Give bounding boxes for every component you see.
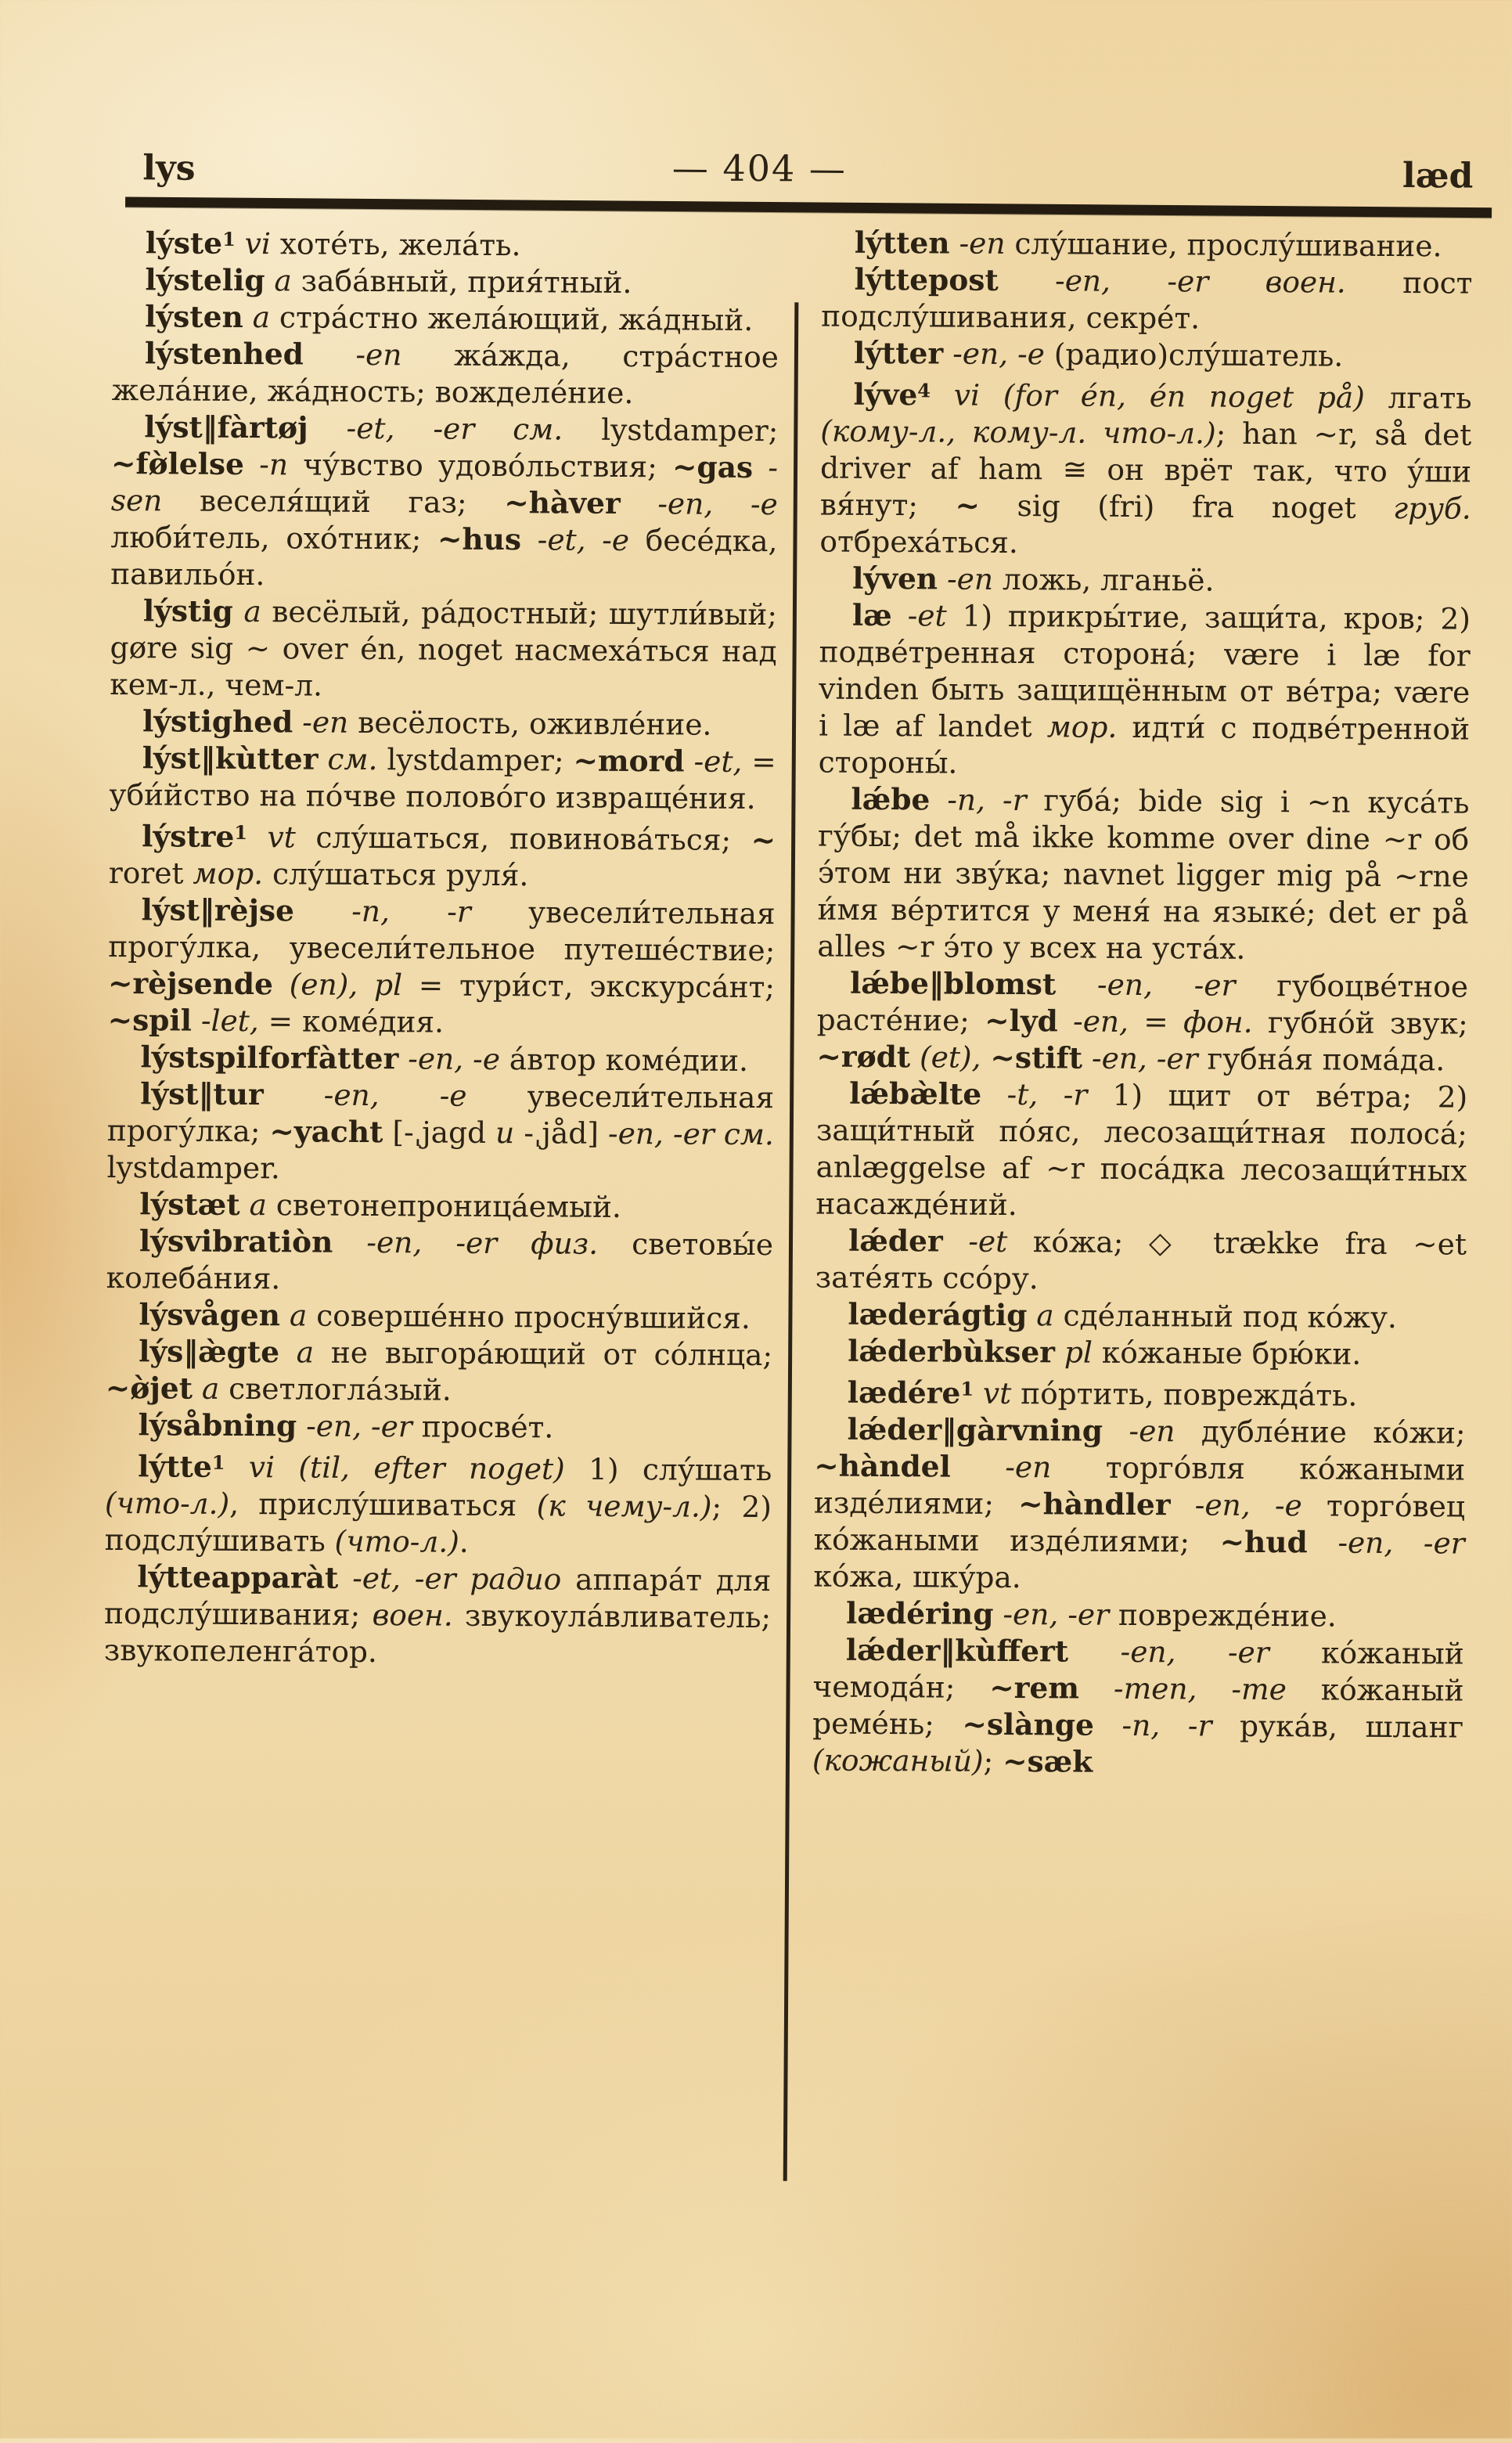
- entry-text-run: pl: [1054, 1335, 1093, 1370]
- entry-text-run: vi (for én, én noget på): [930, 377, 1365, 415]
- headword-text: lýstig: [142, 593, 233, 629]
- guide-word-left: lys: [142, 148, 196, 189]
- entry-text-run: [981, 1040, 990, 1075]
- entry-text-run: а́втор коме́дии.: [499, 1042, 749, 1078]
- entry-text-run: a: [265, 263, 292, 298]
- entry-text-run: -en, -er: [1307, 1525, 1465, 1561]
- headword-text: ~rèjsende: [107, 965, 274, 1002]
- column-divider-rule: [783, 302, 799, 2181]
- headword-text: ~slànge: [962, 1706, 1095, 1742]
- entry-text-run: -en: [949, 225, 1006, 261]
- headword-text: lýstre: [142, 819, 235, 854]
- entry-text-run: ; han ~r, så det driver af ham ≅ он врёт так, что у́ши вя́нут;: [819, 416, 1472, 523]
- entry-text-run: = тури́ст, экскурса́нт;: [401, 967, 776, 1005]
- entry-text-run: -n, -r: [293, 893, 471, 929]
- entry-text-run: торго́вец ко́жаными изде́лиями;: [813, 1488, 1466, 1559]
- dictionary-entry: [815, 1332, 1466, 1373]
- entry-text-run: = уби́йство на по́чве полово́го извраще́ния.: [109, 744, 776, 816]
- left-column: [104, 220, 779, 1673]
- entry-text-run: a: [1027, 1298, 1054, 1333]
- dictionary-entry: [815, 1295, 1466, 1336]
- entry-text-run: -en, -er: [993, 1596, 1110, 1632]
- dictionary-entry: [106, 1076, 774, 1190]
- headword-text: ~hus: [437, 521, 522, 557]
- entry-text-run: (кому-л., кому-л. что-л.): [820, 413, 1216, 451]
- headword-text: lýtten: [854, 225, 950, 261]
- dictionary-entry: [110, 593, 777, 707]
- headword-text: lǽder‖gàrvning: [847, 1411, 1103, 1448]
- entry-text-run: -et: [942, 1223, 1008, 1259]
- headword-text: lýven: [852, 560, 938, 596]
- entry-text-run: a: [243, 299, 271, 335]
- dictionary-entry: [108, 892, 776, 1043]
- entry-text-run: -en, -er воен.: [998, 262, 1346, 300]
- entry-text-run: светлогла́зый.: [219, 1371, 452, 1407]
- entry-text-run: ко́жаные брю́ки.: [1092, 1335, 1362, 1371]
- dictionary-entry: [112, 261, 779, 302]
- right-column: [812, 225, 1473, 1783]
- dictionary-entry: [104, 1558, 772, 1673]
- entry-text-run: рука́в, шланг: [1211, 1708, 1464, 1745]
- dictionary-entry: [106, 1333, 773, 1411]
- headword-text: læderágtig: [848, 1296, 1028, 1333]
- entry-text-run: увесели́тельная прогу́лка;: [106, 1078, 775, 1149]
- entry-text-run: 1: [234, 820, 248, 845]
- entry-text-run: vt: [247, 820, 296, 855]
- entry-text-run: ложь, лганьё.: [992, 561, 1215, 598]
- dictionary-entry: [813, 1411, 1465, 1598]
- entry-text-run: торго́вля ко́жаными изде́лиями;: [813, 1450, 1466, 1522]
- entry-text-run: 1: [960, 1377, 974, 1400]
- headword-text: lýst‖tur: [140, 1076, 264, 1112]
- running-head: [3, 0, 1512, 208]
- entry-text-run: люби́тель, охо́тник;: [110, 519, 438, 557]
- entry-text-run: -et, -er см.: [308, 410, 563, 447]
- entry-text-run: 1: [222, 227, 236, 250]
- entry-text-run: 4: [917, 379, 931, 402]
- entry-text-run: чу́вство удово́льствия;: [287, 447, 673, 485]
- headword-text: lýs‖æ̀gte: [139, 1334, 280, 1370]
- entry-text-run: сде́ланный под ко́жу.: [1053, 1298, 1398, 1335]
- entry-text-run: -en: [303, 337, 402, 373]
- entry-text-run: мор.: [1046, 709, 1118, 744]
- entry-text-run: не выгора́ющий от со́лнца;: [313, 1335, 773, 1373]
- entry-text-run: (к чему-л.): [536, 1488, 712, 1524]
- entry-text-run: lystdamper.: [106, 1149, 281, 1186]
- entry-text-run: =: [1128, 1004, 1184, 1040]
- entry-text-run: слу́шание, прослу́шивание.: [1005, 225, 1442, 264]
- entry-text-run: отбреха́ться.: [819, 524, 1018, 560]
- entry-text-run: ко́жаный реме́нь;: [812, 1672, 1464, 1742]
- entry-text-run: -n: [243, 446, 289, 482]
- headword-text: lǽbæ̀lte: [849, 1076, 982, 1112]
- entry-text-run: идти́ с подве́тренной стороны́.: [818, 709, 1471, 780]
- entry-text-run: 1) щит от ве́тра; 2) защи́тный по́яс, лесозащи́тная полоса́; anlæggelse af ~r поса́дка лесозащи́тных насажде́ний.: [815, 1077, 1468, 1223]
- entry-text-run: vi: [235, 225, 272, 261]
- entry-text-run: светонепроница́емый.: [266, 1187, 621, 1224]
- headword-text: lýste: [145, 225, 223, 261]
- entry-text-run: жа́жда, стра́стное жела́ние, жа́дность; вожделе́ние.: [111, 337, 779, 411]
- entry-text-run: пост подслу́шивания, секре́т.: [821, 265, 1473, 336]
- entry-text-run: (что-л.): [104, 1485, 230, 1521]
- dictionary-entry: [106, 1223, 774, 1300]
- entry-text-run: vi (til, efter noget): [225, 1449, 565, 1486]
- entry-text-run: губно́й звук;: [1252, 1004, 1468, 1041]
- entry-text-run: груб.: [1393, 490, 1471, 526]
- headword-text: lýstenhed: [144, 336, 304, 372]
- entry-text-run: звукоула́вливатель; звукопеленга́тор.: [103, 1598, 772, 1670]
- entry-text-run: (en), pl: [272, 967, 403, 1003]
- entry-text-run: мор.: [193, 856, 264, 892]
- headword-text: ~yacht: [269, 1114, 383, 1150]
- headword-text: lǽder‖kùffert: [845, 1632, 1069, 1669]
- dictionary-entry: [105, 1407, 772, 1447]
- headword-text: lýst‖kùtter: [142, 740, 319, 776]
- headword-text: lýtteapparàt: [137, 1559, 339, 1595]
- entry-text-run: lystdamper;: [377, 742, 574, 778]
- entry-text-run: воен.: [372, 1598, 453, 1633]
- dictionary-entry: [110, 409, 778, 596]
- entry-text-run: -en, -e: [398, 1041, 501, 1077]
- headword-text: ~hàndel: [814, 1448, 951, 1484]
- entry-text-run: -men, -me: [1078, 1670, 1287, 1707]
- headword-text: lǽderbùkser: [848, 1333, 1056, 1370]
- dictionary-entry: [106, 1296, 772, 1337]
- entry-text-run: 1) слу́шать: [564, 1451, 772, 1488]
- entry-text-run: -t, -r: [981, 1076, 1088, 1112]
- dictionary-entry: [819, 371, 1471, 564]
- headword-text: ~lyd: [985, 1003, 1058, 1039]
- entry-text-run: -ˌjåd]: [514, 1115, 609, 1151]
- entry-text-run: -et: [891, 598, 947, 633]
- entry-text-run: соверше́нно просну́вшийся.: [307, 1298, 751, 1335]
- entry-text-run: (кожаный): [812, 1742, 984, 1778]
- dictionary-entry: [109, 813, 776, 895]
- entry-text-run: -et,: [684, 744, 743, 779]
- entry-text-run: см.: [318, 741, 378, 777]
- headword-text: ~fø̀lelse: [110, 445, 245, 481]
- dictionary-entry: [821, 334, 1472, 375]
- headword-text: ~hud: [1219, 1524, 1308, 1560]
- entry-text-run: 1) прикры́тие, защи́та, кров; 2) подве́тренная сторона́; være i læ for vinden быть защищённым от ве́тра; være i læ af landet: [818, 598, 1471, 744]
- entry-text-run: (радио)слу́шатель.: [1044, 337, 1344, 373]
- dictionary-entry: [822, 225, 1473, 265]
- entry-text-run: -en: [938, 561, 994, 596]
- entry-text-run: a: [192, 1371, 220, 1406]
- entry-text-run: хоте́ть, жела́ть.: [270, 226, 521, 263]
- entry-text-run: -en, -er физ.: [333, 1224, 599, 1261]
- entry-text-run: sig (fri) fra noget: [979, 488, 1394, 525]
- entry-text-run: -et, -e: [520, 522, 630, 558]
- entry-text-run: дубле́ние ко́жи;: [1175, 1414, 1466, 1450]
- dictionary-entry: [815, 1369, 1466, 1414]
- dictionary-entry: [107, 1039, 774, 1079]
- dictionary-entry: [813, 1594, 1464, 1635]
- headword-text: lýstæt: [139, 1187, 240, 1222]
- entry-text-run: весёлость, оживле́ние.: [348, 704, 712, 742]
- entry-text-run: увесели́тельная прогу́лка, увесели́тельное путеше́ствие;: [108, 894, 776, 968]
- guide-word-right: læd: [1402, 156, 1474, 196]
- headword-text: lýstelig: [145, 262, 265, 298]
- headword-text: lýstighed: [142, 704, 293, 740]
- entry-text-run: -en,: [1057, 1004, 1129, 1039]
- entry-text-run: ;: [983, 1743, 1003, 1778]
- headword-text: ~spil: [107, 1002, 193, 1038]
- entry-text-run: стра́стно жела́ющий, жа́дный.: [269, 300, 754, 337]
- headword-text: lýst‖rèjse: [141, 892, 295, 928]
- headword-text: lýsvibratiòn: [139, 1223, 333, 1259]
- entry-text-run: -n, -r: [1093, 1707, 1212, 1743]
- dictionary-entry: [819, 560, 1471, 600]
- dictionary-entry: [113, 220, 779, 265]
- entry-text-run: .: [459, 1524, 469, 1559]
- entry-text-run: по́ртить, поврежда́ть.: [1011, 1376, 1358, 1413]
- entry-text-run: ко́жаный чемода́н;: [812, 1635, 1464, 1705]
- entry-text-run: -en, -er: [1082, 1040, 1198, 1076]
- entry-text-run: -n, -r: [930, 782, 1027, 818]
- entry-text-run: лгать: [1364, 380, 1472, 416]
- headword-text: lædére: [847, 1375, 961, 1411]
- entry-text-run: -en, -e: [263, 1077, 467, 1113]
- headword-text: lýsåbning: [138, 1407, 297, 1443]
- entry-text-run: -en, -e: [1170, 1487, 1302, 1523]
- headword-text: lýsten: [145, 299, 243, 334]
- headword-text: ~hàndler: [1018, 1486, 1171, 1522]
- headword-text: læ: [851, 597, 892, 633]
- headword-text: ~: [955, 488, 981, 523]
- headword-text: ~rødt: [816, 1039, 911, 1075]
- entry-text-run: заба́вный, прия́тный.: [291, 263, 632, 301]
- headword-text: ~ø̀jet: [105, 1370, 193, 1406]
- headword-text: ~sæk: [1003, 1743, 1093, 1779]
- dictionary-entry: [106, 1186, 773, 1227]
- headword-text: ~hàver: [504, 485, 621, 521]
- entry-text-run: поврежде́ние.: [1108, 1597, 1337, 1634]
- headword-text: lǽbe: [851, 781, 931, 817]
- headword-text: lýtte: [138, 1449, 212, 1484]
- headword-text: ~rem: [989, 1670, 1080, 1706]
- dictionary-entry: [821, 261, 1473, 338]
- entry-text-run: -en, -er: [1056, 967, 1236, 1003]
- headword-text: lýst‖fàrtøj: [144, 409, 308, 445]
- entry-text-run: просве́т.: [412, 1409, 554, 1445]
- entry-text-run: слу́шаться руля́.: [262, 856, 529, 893]
- dictionary-entry: [812, 1631, 1464, 1782]
- entry-text-run: a: [279, 1335, 315, 1370]
- headword-text: lýtter: [853, 335, 944, 371]
- entry-text-run: , прислу́шиваться: [229, 1486, 537, 1523]
- entry-text-run: roret: [108, 855, 193, 891]
- headword-text: lýve: [853, 377, 918, 413]
- headword-text: lýsvågen: [139, 1297, 281, 1333]
- entry-text-run: -en: [1102, 1413, 1175, 1449]
- entry-text-run: аппара́т для подслу́шивания;: [103, 1562, 772, 1633]
- headword-text: ~stift: [990, 1040, 1083, 1076]
- header-rule: [125, 197, 1492, 218]
- dictionary-entry: [112, 298, 779, 339]
- headword-text: lǽder: [848, 1223, 943, 1259]
- entry-text-run: -et, -er радио: [338, 1560, 562, 1597]
- entry-text-run: 1: [211, 1450, 225, 1474]
- headword-text: ~mord: [573, 743, 685, 779]
- entry-text-run: -en, -e: [943, 336, 1046, 372]
- entry-text-run: (et),: [910, 1040, 981, 1075]
- entry-text-run: a: [232, 593, 261, 629]
- headword-text: lýttepost: [854, 261, 999, 297]
- entry-text-run: = коме́дия.: [258, 1004, 445, 1040]
- headword-text: lǽbe‖blomst: [849, 965, 1057, 1002]
- entry-text-run: a: [279, 1298, 308, 1333]
- entry-text-run: -sen: [110, 449, 779, 518]
- entry-text-run: (что-л.): [334, 1523, 459, 1559]
- dictionary-entry: [816, 964, 1468, 1079]
- entry-text-run: a: [239, 1187, 268, 1223]
- dictionary-entry: [109, 740, 776, 817]
- entry-text-run: губа́; bide sig i ~n куса́ть гу́бы; det må ikke komme over dine ~r об э́том ни зву́ка; navnet ligger mig på ~rne и́мя ве́ртится у меня́ на языке́; det er på alles ~r э́то у всех на уста́х.: [817, 783, 1470, 966]
- entry-text-run: слу́шаться, повинова́ться;: [295, 820, 751, 857]
- entry-text-run: световы́е колеба́ния.: [106, 1226, 774, 1296]
- entry-text-run: -en, -er: [297, 1408, 412, 1444]
- headword-text: ~: [751, 822, 776, 858]
- entry-text-run: и: [495, 1115, 515, 1151]
- dictionary-entry: [112, 335, 779, 413]
- headword-text: lædéring: [845, 1595, 994, 1631]
- entry-text-run: весёлый, ра́достный; шутли́вый; gøre sig ~ over én, noget насмеха́ться над кем-л., чем-л.: [110, 594, 778, 703]
- entry-text-run: -en, -er см.: [607, 1115, 774, 1152]
- entry-text-run: lystdamper;: [563, 412, 779, 449]
- entry-text-run: ко́жа; ◇ trække fra ~et зате́ять ссо́ру.: [815, 1223, 1467, 1296]
- entry-text-run: фон.: [1183, 1004, 1253, 1040]
- entry-text-run: бесе́дка, павильо́н.: [110, 523, 778, 593]
- entry-text-run: [-ˌjagd: [383, 1115, 496, 1150]
- headword-text: ~gas: [671, 449, 754, 485]
- entry-text-run: -en, -er: [1068, 1634, 1269, 1670]
- dictionary-entry: [815, 1222, 1467, 1299]
- dictionary-entry: [819, 596, 1471, 784]
- dictionary-entry: [110, 703, 776, 744]
- entry-text-run: -en: [293, 704, 349, 740]
- entry-text-run: ; 2) подслу́шивать: [104, 1489, 772, 1558]
- page-number: — 404 —: [671, 146, 848, 190]
- entry-text-run: -en: [950, 1449, 1052, 1485]
- entry-text-run: vt: [973, 1375, 1012, 1411]
- dictionary-entry: [817, 780, 1469, 968]
- entry-text-run: веселя́щий газ;: [162, 483, 505, 521]
- dictionary-entry: [815, 1075, 1467, 1226]
- entry-text-run: губна́я пома́да.: [1197, 1041, 1445, 1078]
- entry-text-run: губоцве́тное расте́ние;: [816, 967, 1469, 1038]
- entry-text-run: -let,: [191, 1003, 259, 1039]
- entry-text-run: -en, -e: [620, 485, 778, 522]
- headword-text: lýstspilforfàtter: [140, 1040, 399, 1076]
- entry-text-run: ко́жа, шку́ра.: [813, 1558, 1021, 1595]
- dictionary-entry: [105, 1443, 772, 1562]
